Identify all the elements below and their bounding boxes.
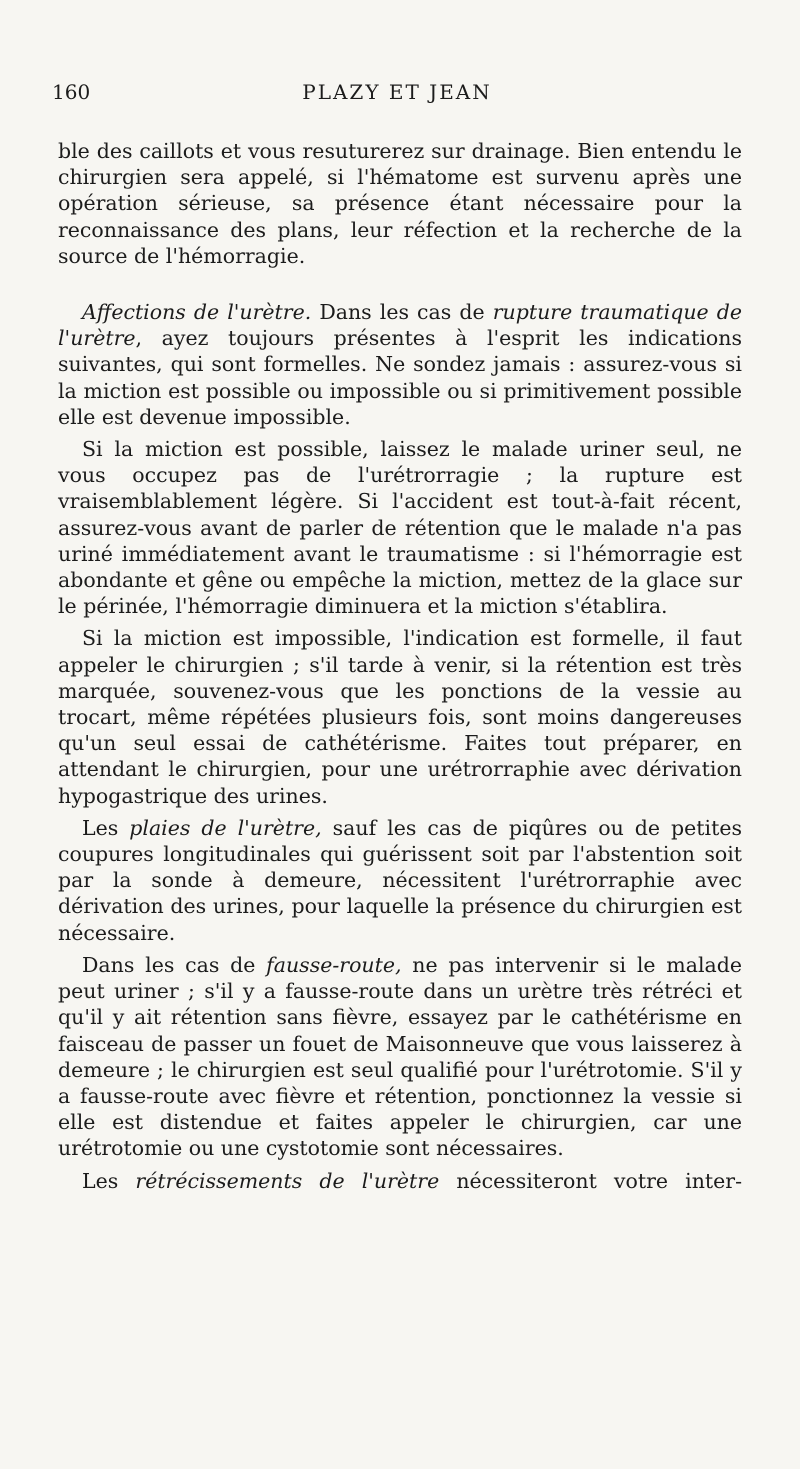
running-head: PLAZY ET JEAN [302, 80, 492, 104]
text-run: ne pas intervenir si le malade peut uriner ; s'il y a fausse-route dans un urètre très rétréci et qu'il y ait rétention sans fièvre, essayez par le cathétérisme en faisceau de passer un fouet de Maisonneuve que vous laisserez à demeure ; le chirurgien est seul qualifié pour l'urétrotomie. S'il y a fausse-route avec fièvre et rétention, ponctionnez la vessie si elle est distendue et faites appeler le chirurgien, car une urétrotomie ou une cystotomie sont nécessaires. [58, 952, 742, 1161]
italic-term: fausse-route, [266, 952, 402, 977]
italic-term: rétrécissements de l'urètre [135, 1168, 440, 1193]
page-header [52, 80, 742, 110]
text-run: sauf les cas de piqûres ou de petites coupures longitudinales qui guérissent soit par l'abstention soit par la sonde à demeure, nécessitent l'urétrorraphie avec dérivation des urines, pour laquelle la présence du chirurgien est nécessaire. [58, 815, 742, 945]
section-heading: Affections de l'urètre. [82, 300, 312, 325]
text-run: Dans les cas de [82, 952, 267, 977]
paragraph-plaies [58, 815, 742, 946]
paragraph-miction-impossible [58, 625, 742, 808]
paragraph-fausse-route [58, 952, 742, 1162]
text-run: ble des caillots et vous resuturerez sur drainage. Bien entendu le chirurgien sera appelé, si l'hématome est survenu après une opération sérieuse, sa présence étant nécessaire pour la reconnaissance des plans, leur réfection et la recherche de la source de l'hémorragie. [58, 139, 742, 268]
page-number: 160 [52, 80, 91, 104]
paragraph-affections-uretre [58, 299, 742, 430]
text-run: nécessiteront votre inter- [439, 1168, 742, 1193]
text-run: Dans les cas de [311, 300, 493, 325]
paragraph-continued [58, 138, 742, 269]
text-run: Les [82, 815, 130, 840]
text-run: Si la miction est possible, laissez le malade uriner seul, ne vous occupez pas de l'urétrorragie ; la rupture est vraisemblablement légère. Si l'accident est tout-à-fait récent, assurez-vous avant de parler de rétention que le malade n'a pas uriné immédiatement avant le traumatisme : si l'hémorragie est abondante et gêne ou empêche la miction, mettez de la glace sur le périnée, l'hémorragie diminuera et la miction s'établira. [58, 437, 742, 619]
text-run: Si la miction est impossible, l'indication est formelle, il faut appeler le chirurgien ; s'il tarde à venir, si la rétention est très marquée, souvenez-vous que les ponctions de la vessie au trocart, même répétées plusieurs fois, sont moins dangereuses qu'un seul essai de cathétérisme. Faites tout préparer, en attendant le chirurgien, pour une urétrorraphie avec dérivation hypogastrique des urines. [58, 626, 742, 808]
italic-term: plaies de l'urètre, [129, 815, 322, 840]
text-run: , ayez toujours présentes à l'esprit les indications suivantes, qui sont formelles. Ne sondez jamais : assurez-vous si la miction est possible ou impossible ou si primitivement possible elle est devenue impossible. [58, 326, 742, 429]
paragraph-miction-possible [58, 436, 742, 619]
body-text [58, 138, 742, 1194]
text-run: Les [82, 1168, 136, 1193]
italic-term: rupture traumatique de l'urètre [58, 300, 742, 351]
paragraph-retrecissements [58, 1168, 742, 1194]
